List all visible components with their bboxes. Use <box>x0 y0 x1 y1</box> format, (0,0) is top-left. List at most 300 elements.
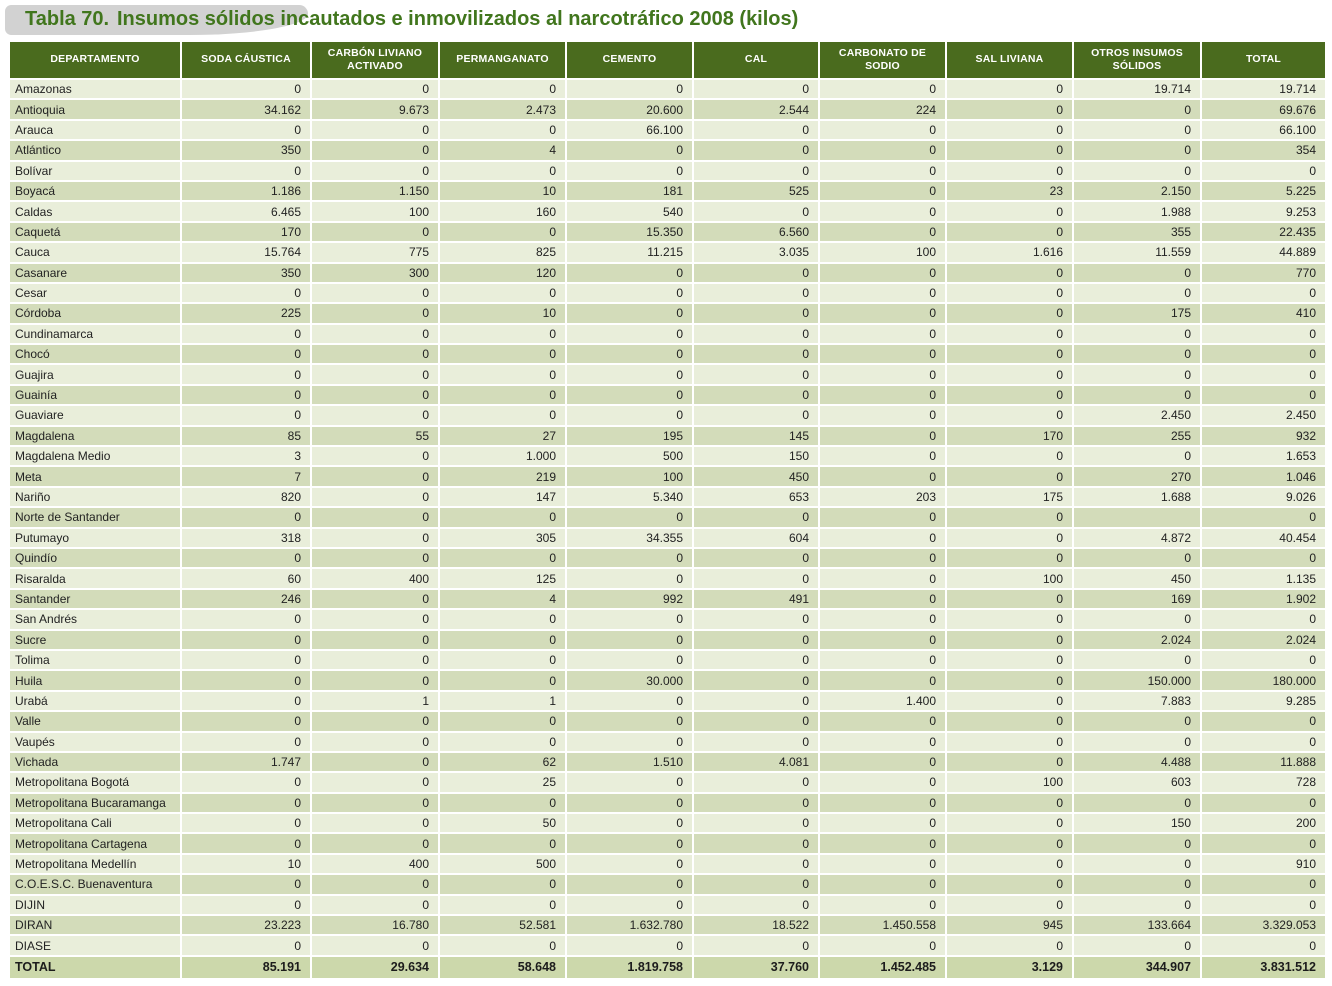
row-label: Caquetá <box>9 222 181 242</box>
cell-value: 0 <box>311 507 439 527</box>
cell-value: 0 <box>311 528 439 548</box>
cell-value: 145 <box>693 426 819 446</box>
cell-value: 0 <box>946 874 1073 894</box>
cell-value: 0 <box>311 446 439 466</box>
row-label: C.O.E.S.C. Buenaventura <box>9 874 181 894</box>
cell-value: 0 <box>439 609 566 629</box>
cell-value: 1.688 <box>1073 487 1201 507</box>
table-row <box>9 813 1326 833</box>
cell-value: 0 <box>181 691 311 711</box>
cell-value: 450 <box>1073 568 1201 588</box>
cell-value: 0 <box>819 813 946 833</box>
cell-value: 1.632.780 <box>566 915 693 935</box>
cell-value: 150 <box>693 446 819 466</box>
table-row <box>9 283 1326 303</box>
cell-value: 0 <box>311 935 439 955</box>
cell-value: 0 <box>566 813 693 833</box>
cell-value: 181 <box>566 181 693 201</box>
cell-value: 0 <box>181 120 311 140</box>
cell-value: 34.355 <box>566 528 693 548</box>
cell-value: 147 <box>439 487 566 507</box>
cell-value: 0 <box>181 507 311 527</box>
cell-value: 0 <box>819 854 946 874</box>
cell-value: 0 <box>1073 793 1201 813</box>
cell-value: 7 <box>181 466 311 486</box>
table-row <box>9 772 1326 792</box>
cell-value: 0 <box>693 385 819 405</box>
cell-value: 0 <box>819 711 946 731</box>
cell-value: 0 <box>819 426 946 446</box>
cell-value: 0 <box>946 833 1073 853</box>
cell-value: 100 <box>819 242 946 262</box>
cell-value: 0 <box>566 609 693 629</box>
cell-value: 0 <box>311 813 439 833</box>
table-row <box>9 79 1326 99</box>
cell-value: 1.000 <box>439 446 566 466</box>
cell-value: 69.676 <box>1201 99 1326 119</box>
row-label: Urabá <box>9 691 181 711</box>
cell-value: 19.714 <box>1073 79 1201 99</box>
cell-value: 0 <box>566 344 693 364</box>
cell-value: 0 <box>819 201 946 221</box>
cell-value: 0 <box>693 833 819 853</box>
cell-value: 0 <box>1201 732 1326 752</box>
row-label: Metropolitana Bucaramanga <box>9 793 181 813</box>
row-label: Magdalena Medio <box>9 446 181 466</box>
cell-value: 0 <box>1073 344 1201 364</box>
cell-value: 4.081 <box>693 752 819 772</box>
table-row <box>9 752 1326 772</box>
cell-value: 0 <box>566 507 693 527</box>
cell-value: 0 <box>819 874 946 894</box>
column-header: SODA CÁUSTICA <box>181 41 311 79</box>
cell-value: 2.544 <box>693 99 819 119</box>
table-row <box>9 222 1326 242</box>
cell-value: 2.024 <box>1201 630 1326 650</box>
cell-value: 0 <box>819 589 946 609</box>
row-label: Atlántico <box>9 140 181 160</box>
cell-value: 0 <box>693 548 819 568</box>
cell-value: 5.340 <box>566 487 693 507</box>
cell-value: 246 <box>181 589 311 609</box>
cell-value: 0 <box>693 303 819 323</box>
cell-value: 0 <box>1073 854 1201 874</box>
table-number-label: Tabla 70. <box>25 8 110 30</box>
row-label: Boyacá <box>9 181 181 201</box>
row-label: Casanare <box>9 263 181 283</box>
table-row <box>9 446 1326 466</box>
column-header: CARBONATO DE SODIO <box>819 41 946 79</box>
table-row <box>9 548 1326 568</box>
cell-value: 0 <box>1201 793 1326 813</box>
cell-value: 0 <box>693 874 819 894</box>
cell-value: 0 <box>439 222 566 242</box>
cell-value: 0 <box>1073 650 1201 670</box>
cell-value: 0 <box>1073 283 1201 303</box>
page-title: Insumos sólidos incautados e inmovilizados al narcotráfico 2008 (kilos) <box>117 8 799 30</box>
table-row <box>9 793 1326 813</box>
cell-value <box>1073 507 1201 527</box>
cell-value: 0 <box>1201 609 1326 629</box>
cell-value: 0 <box>1201 874 1326 894</box>
row-label: Córdoba <box>9 303 181 323</box>
cell-value: 0 <box>946 691 1073 711</box>
cell-value: 0 <box>693 609 819 629</box>
cell-value: 0 <box>819 528 946 548</box>
cell-value: 0 <box>946 813 1073 833</box>
cell-value: 0 <box>946 854 1073 874</box>
cell-value: 0 <box>311 772 439 792</box>
row-label: Sucre <box>9 630 181 650</box>
cell-value: 0 <box>1073 263 1201 283</box>
cell-value: 0 <box>311 385 439 405</box>
cell-value: 0 <box>819 364 946 384</box>
cell-value: 0 <box>946 630 1073 650</box>
cell-value: 0 <box>181 935 311 955</box>
cell-value: 0 <box>1073 874 1201 894</box>
cell-value: 0 <box>566 732 693 752</box>
row-label: Santander <box>9 589 181 609</box>
cell-value: 0 <box>693 405 819 425</box>
cell-value: 23.223 <box>181 915 311 935</box>
cell-value: 0 <box>181 793 311 813</box>
cell-value: 27 <box>439 426 566 446</box>
cell-value: 0 <box>946 752 1073 772</box>
cell-value: 0 <box>439 120 566 140</box>
header-row <box>9 41 1326 79</box>
cell-value: 255 <box>1073 426 1201 446</box>
cell-value: 525 <box>693 181 819 201</box>
cell-value: 0 <box>693 732 819 752</box>
cell-value: 400 <box>311 568 439 588</box>
cell-value: 0 <box>819 222 946 242</box>
row-label: Tolima <box>9 650 181 670</box>
cell-value: 0 <box>181 548 311 568</box>
row-label: Bolívar <box>9 161 181 181</box>
cell-value: 0 <box>439 630 566 650</box>
cell-value: 0 <box>946 466 1073 486</box>
cell-value: 3.329.053 <box>1201 915 1326 935</box>
cell-value: 0 <box>1073 833 1201 853</box>
cell-value: 0 <box>181 813 311 833</box>
cell-value: 100 <box>946 568 1073 588</box>
column-header: OTROS INSUMOS SÓLIDOS <box>1073 41 1201 79</box>
cell-value: 0 <box>819 344 946 364</box>
row-label: Quindío <box>9 548 181 568</box>
cell-value: 0 <box>566 711 693 731</box>
cell-value: 219 <box>439 466 566 486</box>
cell-value: 6.465 <box>181 201 311 221</box>
cell-value: 0 <box>311 324 439 344</box>
cell-value: 1.747 <box>181 752 311 772</box>
cell-value: 6.560 <box>693 222 819 242</box>
table-row <box>9 324 1326 344</box>
cell-value: 224 <box>819 99 946 119</box>
cell-value: 4 <box>439 589 566 609</box>
table-row <box>9 405 1326 425</box>
cell-value: 0 <box>439 324 566 344</box>
table-row <box>9 161 1326 181</box>
cell-value: 0 <box>439 79 566 99</box>
cell-value: 0 <box>311 364 439 384</box>
table-row <box>9 670 1326 690</box>
cell-value: 170 <box>181 222 311 242</box>
cell-value: 200 <box>1201 813 1326 833</box>
cell-value: 1.988 <box>1073 201 1201 221</box>
cell-value: 0 <box>693 711 819 731</box>
row-label: Guaviare <box>9 405 181 425</box>
cell-value: 1.902 <box>1201 589 1326 609</box>
cell-value: 7.883 <box>1073 691 1201 711</box>
cell-value: 400 <box>311 854 439 874</box>
cell-value: 0 <box>311 303 439 323</box>
cell-value: 50 <box>439 813 566 833</box>
row-label: Antioquia <box>9 99 181 119</box>
cell-value: 0 <box>1201 507 1326 527</box>
cell-value: 0 <box>819 507 946 527</box>
cell-value: 0 <box>946 935 1073 955</box>
cell-value: 0 <box>181 711 311 731</box>
cell-value: 604 <box>693 528 819 548</box>
cell-value: 1.450.558 <box>819 915 946 935</box>
cell-value: 0 <box>819 548 946 568</box>
cell-value: 55 <box>311 426 439 446</box>
table-row <box>9 140 1326 160</box>
cell-value: 0 <box>566 283 693 303</box>
row-label: Cesar <box>9 283 181 303</box>
cell-value: 0 <box>181 405 311 425</box>
cell-value: 175 <box>1073 303 1201 323</box>
cell-value: 0 <box>439 364 566 384</box>
cell-value: 0 <box>819 303 946 323</box>
cell-value: 37.760 <box>693 956 819 979</box>
table-row <box>9 711 1326 731</box>
cell-value: 0 <box>311 548 439 568</box>
cell-value: 1.046 <box>1201 466 1326 486</box>
total-row <box>9 956 1326 979</box>
cell-value: 0 <box>566 140 693 160</box>
cell-value: 0 <box>819 283 946 303</box>
cell-value: 9.673 <box>311 99 439 119</box>
cell-value: 30.000 <box>566 670 693 690</box>
table-row <box>9 630 1326 650</box>
cell-value: 100 <box>311 201 439 221</box>
column-header: CEMENTO <box>566 41 693 79</box>
cell-value: 0 <box>181 630 311 650</box>
cell-value: 300 <box>311 263 439 283</box>
cell-value: 0 <box>311 650 439 670</box>
cell-value: 170 <box>946 426 1073 446</box>
cell-value: 992 <box>566 589 693 609</box>
row-label: TOTAL <box>9 956 181 979</box>
cell-value: 1.135 <box>1201 568 1326 588</box>
cell-value: 0 <box>693 364 819 384</box>
cell-value: 355 <box>1073 222 1201 242</box>
cell-value: 0 <box>819 140 946 160</box>
cell-value: 3.831.512 <box>1201 956 1326 979</box>
cell-value: 66.100 <box>1201 120 1326 140</box>
cell-value: 0 <box>1201 344 1326 364</box>
cell-value: 0 <box>946 548 1073 568</box>
cell-value: 10 <box>439 303 566 323</box>
cell-value: 0 <box>946 222 1073 242</box>
cell-value: 0 <box>1073 732 1201 752</box>
cell-value: 0 <box>1073 161 1201 181</box>
table-row <box>9 732 1326 752</box>
cell-value: 0 <box>693 201 819 221</box>
row-label: Cundinamarca <box>9 324 181 344</box>
cell-value: 540 <box>566 201 693 221</box>
table-row <box>9 344 1326 364</box>
table-row <box>9 915 1326 935</box>
cell-value: 770 <box>1201 263 1326 283</box>
column-header: CARBÓN LIVIANO ACTIVADO <box>311 41 439 79</box>
cell-value: 10 <box>181 854 311 874</box>
cell-value: 0 <box>566 895 693 915</box>
cell-value: 0 <box>311 466 439 486</box>
cell-value: 0 <box>819 446 946 466</box>
cell-value: 0 <box>946 528 1073 548</box>
cell-value: 0 <box>311 670 439 690</box>
table-row <box>9 507 1326 527</box>
cell-value: 0 <box>311 609 439 629</box>
row-label: DIRAN <box>9 915 181 935</box>
cell-value: 0 <box>693 630 819 650</box>
cell-value: 62 <box>439 752 566 772</box>
cell-value: 0 <box>946 201 1073 221</box>
cell-value: 0 <box>693 161 819 181</box>
cell-value: 15.764 <box>181 242 311 262</box>
cell-value: 825 <box>439 242 566 262</box>
cell-value: 125 <box>439 568 566 588</box>
cell-value: 0 <box>1073 711 1201 731</box>
row-label: Chocó <box>9 344 181 364</box>
cell-value: 0 <box>566 324 693 344</box>
cell-value: 0 <box>1073 99 1201 119</box>
table-row <box>9 242 1326 262</box>
cell-value: 728 <box>1201 772 1326 792</box>
cell-value: 22.435 <box>1201 222 1326 242</box>
cell-value: 0 <box>819 670 946 690</box>
cell-value: 0 <box>311 874 439 894</box>
cell-value: 0 <box>566 364 693 384</box>
cell-value: 0 <box>566 793 693 813</box>
cell-value: 0 <box>311 711 439 731</box>
cell-value: 0 <box>819 935 946 955</box>
row-label: DIJIN <box>9 895 181 915</box>
cell-value: 0 <box>1073 548 1201 568</box>
table-row <box>9 854 1326 874</box>
cell-value: 4 <box>439 140 566 160</box>
cell-value: 9.285 <box>1201 691 1326 711</box>
cell-value: 0 <box>693 283 819 303</box>
cell-value: 0 <box>566 630 693 650</box>
cell-value: 0 <box>311 793 439 813</box>
cell-value: 0 <box>439 711 566 731</box>
cell-value: 0 <box>311 161 439 181</box>
row-label: Vichada <box>9 752 181 772</box>
cell-value: 0 <box>439 161 566 181</box>
cell-value: 0 <box>1201 833 1326 853</box>
cell-value: 0 <box>819 324 946 344</box>
cell-value: 0 <box>819 732 946 752</box>
cell-value: 150.000 <box>1073 670 1201 690</box>
cell-value: 0 <box>566 772 693 792</box>
cell-value: 3 <box>181 446 311 466</box>
cell-value: 0 <box>311 589 439 609</box>
cell-value: 18.522 <box>693 915 819 935</box>
cell-value: 0 <box>819 568 946 588</box>
table-row <box>9 303 1326 323</box>
cell-value: 0 <box>1073 324 1201 344</box>
row-label: Arauca <box>9 120 181 140</box>
cell-value: 100 <box>946 772 1073 792</box>
cell-value: 11.559 <box>1073 242 1201 262</box>
cell-value: 0 <box>1201 711 1326 731</box>
cell-value: 0 <box>1073 895 1201 915</box>
cell-value: 0 <box>566 650 693 670</box>
cell-value: 0 <box>693 140 819 160</box>
row-label: Nariño <box>9 487 181 507</box>
cell-value: 0 <box>946 364 1073 384</box>
cell-value: 1.510 <box>566 752 693 772</box>
table-row <box>9 201 1326 221</box>
cell-value: 0 <box>819 833 946 853</box>
cell-value: 0 <box>181 161 311 181</box>
cell-value: 0 <box>693 79 819 99</box>
cell-value: 0 <box>181 364 311 384</box>
cell-value: 0 <box>946 609 1073 629</box>
cell-value: 0 <box>566 548 693 568</box>
cell-value: 305 <box>439 528 566 548</box>
cell-value: 20.600 <box>566 99 693 119</box>
cell-value: 0 <box>1201 283 1326 303</box>
cell-value: 0 <box>1201 161 1326 181</box>
cell-value: 0 <box>693 568 819 588</box>
cell-value: 0 <box>819 405 946 425</box>
cell-value: 169 <box>1073 589 1201 609</box>
cell-value: 0 <box>819 609 946 629</box>
table-row <box>9 426 1326 446</box>
cell-value: 225 <box>181 303 311 323</box>
cell-value: 0 <box>946 120 1073 140</box>
cell-value: 0 <box>946 670 1073 690</box>
table-row <box>9 528 1326 548</box>
cell-value: 0 <box>181 79 311 99</box>
cell-value: 500 <box>566 446 693 466</box>
cell-value: 0 <box>693 120 819 140</box>
cell-value: 100 <box>566 466 693 486</box>
cell-value: 653 <box>693 487 819 507</box>
cell-value: 3.129 <box>946 956 1073 979</box>
cell-value: 0 <box>1073 120 1201 140</box>
cell-value: 0 <box>693 813 819 833</box>
row-label: DIASE <box>9 935 181 955</box>
cell-value: 0 <box>439 793 566 813</box>
cell-value: 120 <box>439 263 566 283</box>
row-label: Amazonas <box>9 79 181 99</box>
row-label: Vaupés <box>9 732 181 752</box>
column-header: CAL <box>693 41 819 79</box>
cell-value: 19.714 <box>1201 79 1326 99</box>
cell-value: 0 <box>566 263 693 283</box>
cell-value: 0 <box>819 466 946 486</box>
table-row <box>9 181 1326 201</box>
cell-value: 0 <box>439 283 566 303</box>
cell-value: 344.907 <box>1073 956 1201 979</box>
cell-value: 0 <box>311 344 439 364</box>
cell-value: 350 <box>181 263 311 283</box>
